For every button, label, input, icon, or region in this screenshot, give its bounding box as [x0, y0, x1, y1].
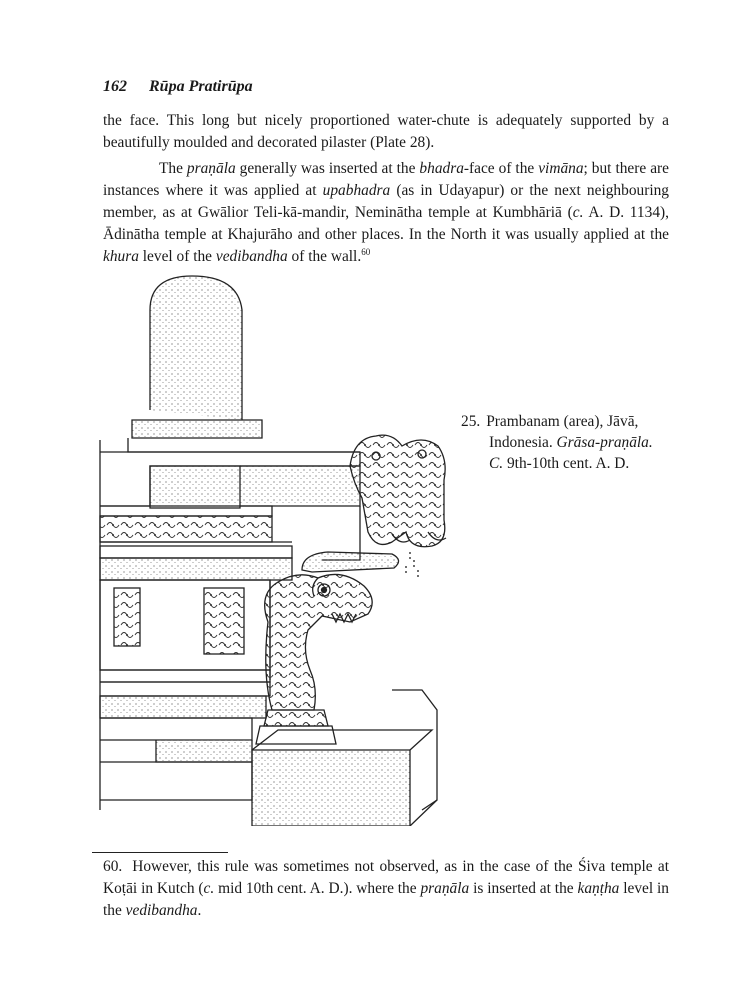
- text-run: ; but there are instances where it was applied at: [103, 160, 669, 199]
- italic-term: c.: [572, 204, 584, 221]
- italic-term: kaṇṭha: [577, 880, 620, 897]
- upper-base-tiers: [100, 452, 360, 516]
- temple-drawing-figure: [92, 270, 454, 826]
- figure-number: 25.: [461, 413, 481, 430]
- italic-term: praṇāla: [186, 160, 236, 177]
- caption-line-3b: 9th-10th cent. A. D.: [503, 455, 630, 472]
- text-run: -face of the: [463, 160, 539, 177]
- caption-line-1: Prambanam (area), Jāvā,: [486, 413, 639, 430]
- italic-term: upabhadra: [322, 182, 391, 199]
- page-header: [103, 78, 253, 96]
- text-run: of the wall.: [287, 248, 362, 265]
- decorated-frieze: [100, 516, 292, 580]
- text-run: The: [159, 160, 187, 177]
- text-run: (as in Udayapur) or the next neighbouring member, as at Gwālior Teli-kā-mandir, Neminātha temple at Kumbhāriā (: [103, 182, 669, 221]
- italic-term: vedibandha: [125, 902, 198, 919]
- lower-base-tiers: [100, 670, 270, 800]
- text-run: level in the: [103, 880, 670, 919]
- footnote-number: 60.: [103, 858, 123, 875]
- footnote-reference: 60: [361, 247, 371, 257]
- text-run: is inserted at the: [469, 880, 578, 897]
- text-run: A. D. 1134), Ādinātha temple at Khajurāho and other places. In the North it was usually applied at the: [103, 204, 669, 243]
- paragraph-1: the face. This long but nicely proportioned water-chute is adequately supported by a beautifully moulded and decorated pilaster (Plate 28).: [103, 112, 669, 151]
- panel-register: [100, 580, 270, 680]
- caption-line-2a: Indonesia.: [489, 434, 557, 451]
- page-number: 162: [103, 78, 127, 95]
- italic-term: c.: [203, 880, 215, 897]
- caption-line-2b: Grāsa-praṇāla.: [556, 434, 653, 451]
- caption-line-3a: C.: [489, 455, 504, 472]
- text-run: level of the: [138, 248, 216, 265]
- running-title: Rūpa Pratirūpa: [149, 78, 253, 95]
- text-run: mid 10th cent. A. D.). where the: [214, 880, 421, 897]
- figure-caption: [461, 411, 673, 474]
- stupa-pillar: [128, 276, 360, 452]
- paragraph-2: [103, 158, 669, 268]
- text-run: generally was inserted at the: [235, 160, 420, 177]
- italic-term: praṇāla: [420, 880, 470, 897]
- footnote-rule: [92, 852, 228, 853]
- italic-term: vimāna: [538, 160, 584, 177]
- serpent-head-pilaster: [256, 552, 399, 744]
- text-run: However, this rule was sometimes not observed, as in the case of the Śiva temple at Koṭāi in Kutch (: [103, 858, 669, 897]
- text-run: .: [197, 902, 202, 919]
- footnote-60: [103, 856, 669, 922]
- italic-term: vedibandha: [215, 248, 288, 265]
- italic-term: khura: [103, 248, 139, 265]
- italic-term: bhadra: [419, 160, 464, 177]
